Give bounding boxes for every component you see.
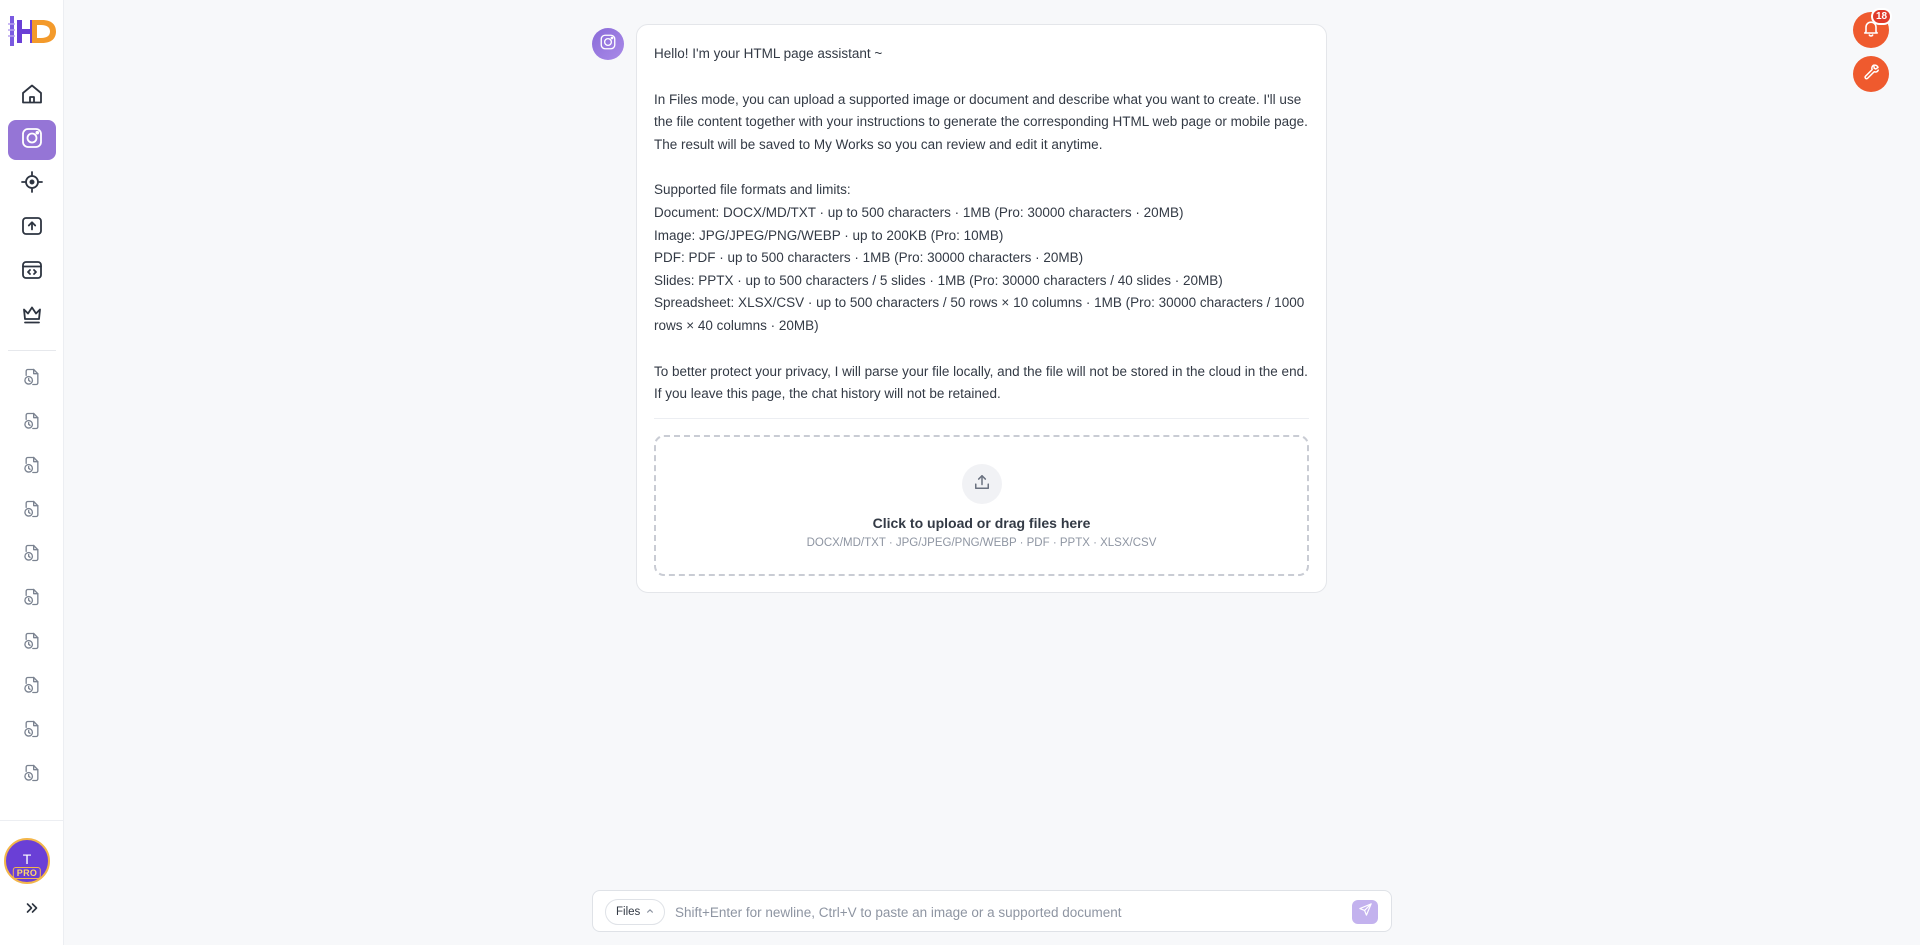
document-clock-icon (22, 587, 42, 612)
document-clock-icon (22, 367, 42, 392)
document-clock-icon (22, 675, 42, 700)
intro-text: In Files mode, you can upload a supported image or document and describe what you want to create. I'll use the file content together with your instructions to generate the corresponding HTML web page or mobile page. The result will be saved to My Works so you can review and edit it anytime. (654, 91, 1308, 152)
history-item[interactable] (14, 628, 50, 658)
nav-code-button[interactable] (8, 252, 56, 292)
pro-badge: PRO (13, 867, 41, 879)
nav-pro-button[interactable] (8, 296, 56, 336)
crosshair-icon (20, 170, 44, 199)
history-item[interactable] (14, 452, 50, 482)
nav-files-button[interactable] (8, 120, 56, 160)
camera-icon (20, 126, 44, 155)
camera-icon (599, 33, 617, 56)
file-upload-dropzone[interactable] (654, 435, 1309, 576)
upload-icon (20, 214, 44, 243)
greeting-text: Hello! I'm your HTML page assistant ~ (654, 46, 883, 61)
upload-formats: DOCX/MD/TXT · JPG/JPEG/PNG/WEBP · PDF · PPTX · XLSX/CSV (806, 537, 1157, 549)
chevron-up-icon (646, 906, 654, 918)
home-icon (20, 82, 44, 111)
format-document: Document: DOCX/MD/TXT · up to 500 characters · 1MB (Pro: 30000 characters · 20MB) (654, 204, 1184, 220)
upload-title: Click to upload or drag files here (872, 515, 1091, 531)
code-window-icon (20, 258, 44, 287)
double-chevron-right-icon (24, 900, 40, 921)
wrench-icon (1862, 62, 1881, 86)
assistant-message-card (636, 24, 1327, 593)
history-item[interactable] (14, 540, 50, 570)
nav-upload-button[interactable] (8, 208, 56, 248)
upload-icon-circle (962, 464, 1002, 504)
expand-sidebar-button[interactable] (20, 898, 44, 922)
history-item[interactable] (14, 584, 50, 614)
document-clock-icon (22, 763, 42, 788)
formats-heading: Supported file formats and limits: (654, 182, 851, 198)
format-pdf: PDF: PDF · up to 500 characters · 1MB (Pro: 30000 characters · 20MB) (654, 250, 1084, 266)
privacy-text: To better protect your privacy, I will parse your file locally, and the file will not be stored in the cloud in the end. If you leave this page, the chat history will not be retained. (654, 363, 1308, 402)
history-item[interactable] (14, 496, 50, 526)
history-item[interactable] (14, 364, 50, 394)
send-icon (1358, 902, 1373, 922)
nav-home-button[interactable] (8, 76, 56, 116)
history-item[interactable] (14, 760, 50, 790)
message-body (654, 43, 1309, 406)
send-button[interactable] (1352, 900, 1378, 924)
history-item[interactable] (14, 716, 50, 746)
document-clock-icon (22, 631, 42, 656)
sidebar-divider (8, 350, 56, 351)
notification-count-badge: 18 (1871, 8, 1892, 25)
mode-select-label: Files (616, 906, 641, 918)
history-item[interactable] (14, 672, 50, 702)
avatar-initial: T (22, 851, 32, 867)
message-separator (654, 418, 1309, 419)
format-image: Image: JPG/JPEG/PNG/WEBP · up to 200KB (Pro: 10MB) (654, 227, 1004, 243)
nav-target-button[interactable] (8, 164, 56, 204)
sidebar (0, 0, 64, 945)
tools-button[interactable] (1853, 56, 1889, 92)
upload-arrow-icon (972, 472, 992, 497)
user-avatar[interactable] (4, 838, 50, 884)
chat-input[interactable] (675, 899, 1335, 925)
chat-composer (592, 890, 1392, 932)
format-spreadsheet: Spreadsheet: XLSX/CSV · up to 500 characters / 50 rows × 10 columns · 1MB (Pro: 30000 characters / 1000 rows × 40 columns · 20MB) (654, 295, 1305, 333)
crown-icon (20, 302, 44, 331)
hd-logo-icon[interactable] (8, 12, 58, 50)
document-clock-icon (22, 543, 42, 568)
document-clock-icon (22, 411, 42, 436)
history-item[interactable] (14, 408, 50, 438)
assistant-avatar (592, 28, 624, 60)
document-clock-icon (22, 499, 42, 524)
document-clock-icon (22, 455, 42, 480)
document-clock-icon (22, 719, 42, 744)
sidebar-bottom-divider (0, 820, 64, 821)
mode-select[interactable] (605, 899, 665, 925)
format-slides: Slides: PPTX · up to 500 characters / 5 slides · 1MB (Pro: 30000 characters / 40 slides · 20MB) (654, 272, 1223, 288)
